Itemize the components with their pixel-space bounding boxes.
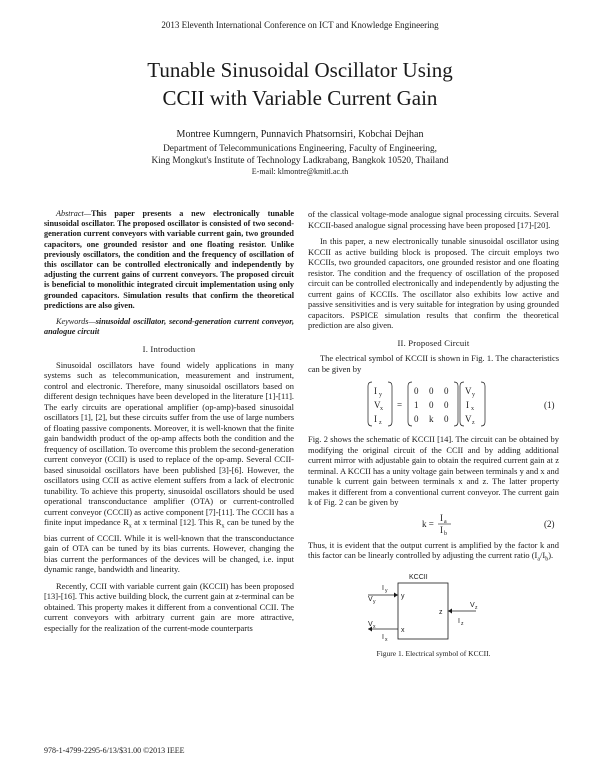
eq1-m-1-2: 0 xyxy=(444,400,449,410)
right-p5-part-c: ). xyxy=(548,550,554,560)
right-p5-part-b: /I xyxy=(540,550,546,560)
figure-1-caption: Figure 1. Electrical symbol of KCCII. xyxy=(376,649,491,659)
right-paragraph-5 xyxy=(308,540,559,566)
terminal-z: z xyxy=(439,609,443,617)
intro-p1-sub-a: x xyxy=(128,524,132,531)
abstract xyxy=(44,209,294,311)
eq1-lhs-sub-1: x xyxy=(380,406,383,412)
eq2-lhs: k = xyxy=(422,518,434,529)
keywords xyxy=(44,317,294,337)
eq1-m-2-2: 0 xyxy=(444,414,449,424)
intro-p1-sub-b: x xyxy=(221,524,225,531)
authors: Montree Kumngern, Punnavich Phatsornsiri, Kobchai Dejhan xyxy=(176,129,424,140)
eq1-m-1-0: 1 xyxy=(414,400,419,410)
intro-p1-part-c: can be tuned by the bias current of CCCII. While it is well-known that the transconductance gain of OTA can be tuned by its bias currents. However, changing the bias current the performances of the devices will be changed, i.e. input dynamic range, bandwidth and linearity. xyxy=(44,517,294,575)
title-line-2: CCII with Variable Current Gain xyxy=(162,86,438,110)
eq1-rhs-sub-1: x xyxy=(471,406,474,412)
kccii-block-label: KCCII xyxy=(409,574,428,582)
eq2-number: (2) xyxy=(544,518,555,529)
author-email: E-mail: klmontre@kmitl.ac.th xyxy=(251,167,349,176)
section-heading-introduction: I. Introduction xyxy=(142,344,196,355)
intro-paragraph-2: Recently, CCII with variable current gain (KCCII) has been proposed [13]-[16]. This active building block, the current gain at z-terminal can be obtained. This property makes it different from a conventional CCII. The current conveyors with arbitrary current gain are more attractive, especially for the realization of the current-mode counterparts xyxy=(44,580,294,633)
intro-paragraph-1 xyxy=(44,360,294,575)
abstract-text: This paper presents a new electronically tunable sinusoidal oscillator. The proposed oscillator is consisted of two second-generation current conveyors with variable current gain, two grounded capacitors, one grounded resistor and one floating resistor. Unlike previously oscillators, the condition and the frequency of oscillation of this oscillator can be controlled electronically and independently by adjusting the current gains of current conveyors. The proposed circuit is beneficial to monolithic integrated circuit implementation using only grounded capacitors. Simulation results that confirm the theoretical predictions are also given. xyxy=(44,209,294,310)
signal-vz-sub: z xyxy=(475,605,478,612)
eq1-lhs-sub-2: z xyxy=(379,420,382,426)
affiliation xyxy=(0,143,600,167)
equation-1-matrix xyxy=(308,378,559,430)
signal-ix-sub: x xyxy=(385,637,388,644)
eq2-num: I xyxy=(440,512,443,523)
eq1-lhs-sub-0: y xyxy=(379,392,382,398)
signal-ix: I xyxy=(382,634,384,642)
eq1-lhs-2: I xyxy=(374,414,377,424)
eq1-lhs-1: V xyxy=(374,400,381,410)
equation-1 xyxy=(308,378,559,430)
eq1-m-0-1: 0 xyxy=(429,386,434,396)
eq1-rhs-0: V xyxy=(465,386,472,396)
signal-iy: I xyxy=(382,585,384,593)
keywords-lead: Keywords— xyxy=(56,317,96,327)
eq1-rhs-2: V xyxy=(465,414,472,424)
right-p5-sub-a: a xyxy=(537,556,541,563)
kccii-symbol-diagram xyxy=(308,569,559,647)
copyright-footer: 978-1-4799-2295-6/13/$31.00 ©2013 IEEE xyxy=(44,746,185,755)
intro-p1-part-b: at x terminal [12]. This R xyxy=(131,517,222,528)
signal-vx: V xyxy=(368,621,373,629)
abstract-lead: Abstract— xyxy=(56,209,92,218)
conference-header: 2013 Eleventh International Conference on ICT and Knowledge Engineering xyxy=(161,20,439,30)
right-p5-sub-b: b xyxy=(545,556,549,563)
signal-iz: I xyxy=(458,618,460,626)
right-paragraph-3: The electrical symbol of KCCII is shown in Fig. 1. The characteristics can be given by xyxy=(308,353,559,374)
affiliation-line-2: King Mongkut's Institute of Technology Ladkrabang, Bangkok 10520, Thailand xyxy=(151,156,449,166)
eq1-rhs-1: I xyxy=(466,400,469,410)
eq1-lhs-0: I xyxy=(374,386,377,396)
right-paragraph-4: Fig. 2 shows the schematic of KCCII [14]. The circuit can be obtained by modifying the original circuit of the CCII and by adding additional current mirror with adjustable gain to obtain the required current gain at z terminal. A KCCII has a unity voltage gain between terminals y and x and tunable k current gain between terminals x and z. The latter property makes it different from a conventional current conveyor. The current gain k of Fig. 2 can be given by xyxy=(308,434,559,507)
right-paragraph-2: In this paper, a new electronically tunable sinusoidal oscillator using KCCII as active building block is proposed. The circuit employs two KCCIIs, two grounded capacitors, one grounded resistor and one floating resistor. The condition and the frequency of oscillation of the proposed circuit can be controlled electronically and independently by adjusting the current gains of KCCIIs. The oscillator also exhibits low active and passive sensitivities and is very suitable for integration by using grounded capacitors. PSPICE simulation results that confirm the theoretical prediction are also given. xyxy=(308,236,559,330)
left-column xyxy=(44,209,294,633)
eq2-den: I xyxy=(440,524,443,535)
keywords-text: sinusoidal oscillator, second-generation current conveyor, analogue circuit xyxy=(44,317,294,337)
eq1-rhs-sub-2: z xyxy=(472,420,475,426)
eq1-m-1-1: 0 xyxy=(429,400,434,410)
eq2-num-sub: a xyxy=(444,518,447,525)
right-p5-part-a: Thus, it is evident that the output current is amplified by the factor k and this factor can be linearly controlled by adjusting the current ratio (I xyxy=(308,539,559,560)
affiliation-line-1: Department of Telecommunications Engineering, Faculty of Engineering, xyxy=(163,144,437,154)
right-column xyxy=(308,209,559,660)
eq1-m-2-1: k xyxy=(429,414,434,424)
eq1-number: (1) xyxy=(544,400,555,410)
section-heading-proposed-circuit: II. Proposed Circuit xyxy=(397,337,470,348)
terminal-y: y xyxy=(401,593,405,601)
equation-2 xyxy=(308,512,559,536)
terminal-x: x xyxy=(401,627,405,635)
eq1-m-2-0: 0 xyxy=(414,414,419,424)
eq1-rhs-sub-0: y xyxy=(472,392,475,398)
signal-iy-sub: y xyxy=(385,588,388,595)
equation-2-fraction xyxy=(308,512,559,536)
paper-title xyxy=(0,56,600,112)
eq2-den-sub: b xyxy=(444,530,447,536)
title-line-1: Tunable Sinusoidal Oscillator Using xyxy=(147,58,453,82)
right-paragraph-1: of the classical voltage-mode analogue signal processing circuits. Several KCCII-based analogue signal processing have been proposed [17]-[20]. xyxy=(308,209,559,230)
intro-p1-part-a: Sinusoidal oscillators have found widely applications in many systems such as telecommunication, measurement and instrument, control and electronic. Therefore, many sinusoidal oscillators based on different design techniques have been developed in the literature [1]-[11]. The early circuits are operational amplifier (op-amp)-based sinusoidal oscillators [1], [2], but these circuits suffer from the use of large numbers of floating passive components. Moreover, it is well-known that the finite gain bandwidth product of the op-amp affects both the condition and the frequency of oscillation. To overcome this problem the second-generation current conveyor (CCII) is used to replace of the op-amp. Several CCII-based sinusoidal oscillators have been published [3]-[6]. However, the oscillators using CCII as active element suffers from a lack of electronic tunability. To achieve this property, sinusoidal oscillators should be used operational transconductance amplifier (OTA) or current-controlled current conveyor (CCCII) as active component [7]-[11]. The CCCII has a finite input impedance R xyxy=(44,359,294,528)
signal-vy-sub: y xyxy=(373,599,376,606)
signal-vy: V xyxy=(368,596,373,604)
svg-text:=: = xyxy=(397,400,403,410)
eq1-m-0-0: 0 xyxy=(414,386,419,396)
signal-vx-sub: x xyxy=(373,624,376,631)
eq1-m-0-2: 0 xyxy=(444,386,449,396)
signal-iz-sub: z xyxy=(461,621,464,628)
signal-vz: V xyxy=(470,602,475,610)
figure-1 xyxy=(308,569,559,647)
